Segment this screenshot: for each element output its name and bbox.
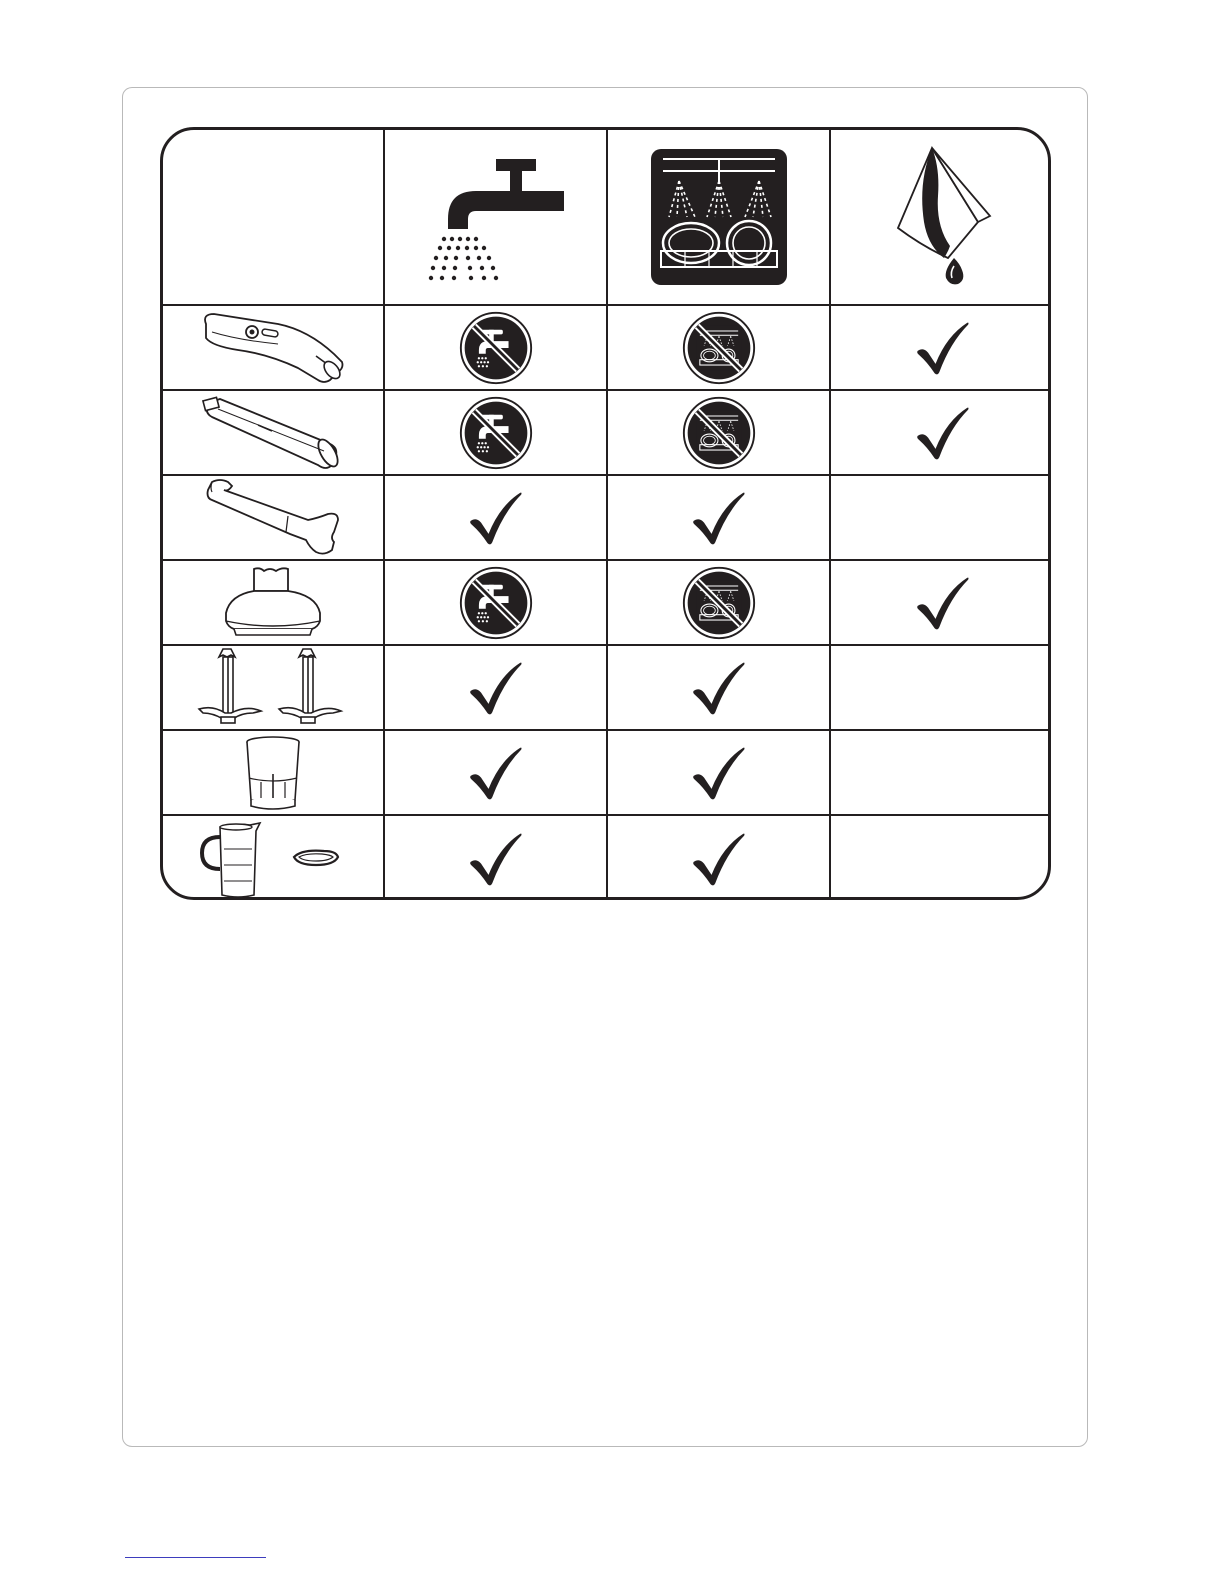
header-dishwasher-cell [608,130,831,306]
header-tap-cell [385,130,608,306]
part-cell-whisk-adapter [163,391,385,476]
dishwasher-status-chopper-bowl [608,731,831,816]
checkmark-icon [468,660,524,716]
checkmark-icon [691,660,747,716]
tap-status-blender-shaft [385,476,608,561]
no-tap-icon [458,565,534,641]
no-tap-icon [458,310,534,386]
no-dishwasher-icon [681,395,757,471]
wipe-cloth-icon [888,142,998,292]
tap-status-chopper-lid [385,561,608,646]
no-dishwasher-icon [681,310,757,386]
wipe-status-chopper-lid [831,561,1051,646]
tap-status-motor-body [385,306,608,391]
checkmark-icon [915,575,971,631]
dishwasher-status-chopper-lid [608,561,831,646]
wipe-status-chopper-bowl [831,731,1051,816]
part-cell-chopper-lid [163,561,385,646]
wipe-status-chopper-blades [831,646,1051,731]
dishwasher-icon [649,147,789,287]
no-tap-icon [458,395,534,471]
checkmark-icon [691,745,747,801]
cleaning-care-table [160,127,1051,900]
chopper-blades-icon [193,647,353,729]
dishwasher-status-motor-body [608,306,831,391]
part-cell-chopper-blades [163,646,385,731]
part-cell-chopper-bowl [163,731,385,816]
tap-status-whisk-adapter [385,391,608,476]
blender-shaft-icon [198,478,348,558]
checkmark-icon [468,745,524,801]
tap-status-chopper-blades [385,646,608,731]
dishwasher-status-blender-shaft [608,476,831,561]
no-dishwasher-icon [681,565,757,641]
part-cell-beaker-and-seal [163,816,385,900]
header-blank-cell [163,130,385,306]
dishwasher-status-chopper-blades [608,646,831,731]
tap-status-chopper-bowl [385,731,608,816]
wipe-status-blender-shaft [831,476,1051,561]
checkmark-icon [691,490,747,546]
part-cell-motor-body [163,306,385,391]
chopper-lid-icon [218,565,328,641]
wipe-status-beaker-and-seal [831,816,1051,900]
header-wipe-cell [831,130,1051,306]
footer-rule [125,1557,266,1558]
tap-status-beaker-and-seal [385,816,608,900]
beaker-and-seal-icon [198,819,348,899]
checkmark-icon [691,831,747,887]
whisk-adapter-icon [198,395,348,471]
wipe-status-motor-body [831,306,1051,391]
checkmark-icon [468,831,524,887]
wipe-status-whisk-adapter [831,391,1051,476]
dishwasher-status-beaker-and-seal [608,816,831,900]
checkmark-icon [915,405,971,461]
part-cell-blender-shaft [163,476,385,561]
motor-body-icon [198,310,348,386]
checkmark-icon [915,320,971,376]
chopper-bowl-icon [241,734,305,812]
checkmark-icon [468,490,524,546]
tap-water-icon [426,147,566,287]
dishwasher-status-whisk-adapter [608,391,831,476]
